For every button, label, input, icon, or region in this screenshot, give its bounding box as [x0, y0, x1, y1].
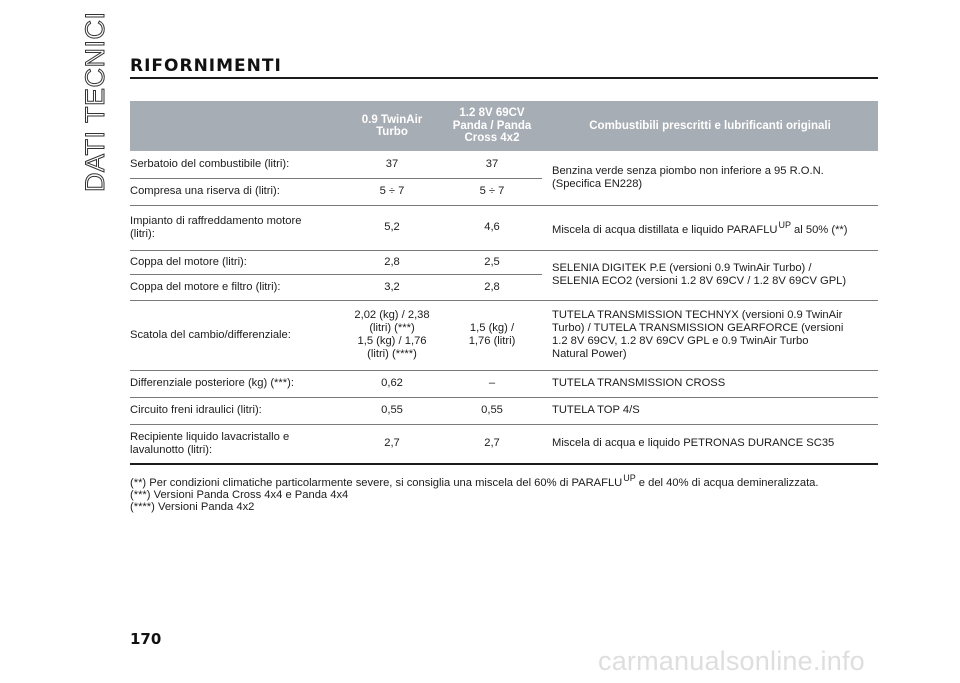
- footnote-1-text: (**) Per condizioni climatiche particolarmente severe, si consiglia una miscela del 60% di PARAFLU: [130, 477, 623, 489]
- coolant-ratio: al 50% (**): [794, 223, 848, 236]
- fluid-fuel: Benzina verde senza piombo non inferiore a 95 R.O.N. (Specifica EN228): [542, 151, 878, 205]
- footnote-1-tail: e del 40% di acqua demineralizzata.: [638, 477, 819, 489]
- value-twinair: 5,2: [342, 205, 442, 250]
- coolant-text: Miscela di acqua distillata e liquido PARAFLU: [552, 223, 778, 236]
- footnote-3: (****) Versioni Panda 4x2: [130, 501, 255, 513]
- value-69cv: 2,7: [442, 424, 542, 464]
- table-row: [130, 151, 878, 178]
- row-label: Differenziale posteriore (kg) (***):: [130, 370, 342, 397]
- fluid-gearbox: TUTELA TRANSMISSION TECHNYX (versioni 0.9 TwinAir Turbo) / TUTELA TRANSMISSION GEARFORCE (versioni 1.2 8V 69CV, 1.2 8V 69CV GPL e 0.9 TwinAir Turbo Natural Power): [542, 300, 878, 370]
- value-twinair: 5 ÷ 7: [342, 178, 442, 205]
- fluid-rear-diff: TUTELA TRANSMISSION CROSS: [542, 370, 878, 397]
- value-twinair: 3,2: [342, 274, 442, 300]
- footnote-1: [130, 472, 880, 489]
- watermark: carmanualsonline.info: [598, 646, 865, 676]
- value-69cv: 5 ÷ 7: [442, 178, 542, 205]
- row-label: Serbatoio del combustibile (litri):: [130, 151, 342, 178]
- value-twinair: 37: [342, 151, 442, 178]
- value-twinair: 2,02 (kg) / 2,38 (litri) (***) 1,5 (kg) / 1,76 (litri) (****): [342, 300, 442, 370]
- page-title: RIFORNIMENTI: [130, 56, 282, 76]
- table-row: [130, 397, 878, 424]
- section-side-label-text: DATI TECNICI: [80, 11, 110, 192]
- header-empty: [130, 101, 342, 151]
- header-fluids: Combustibili prescritti e lubrificanti originali: [542, 101, 878, 151]
- header-twinair: 0.9 TwinAir Turbo: [342, 101, 442, 151]
- row-label: Scatola del cambio/differenziale:: [130, 300, 342, 370]
- value-69cv: –: [442, 370, 542, 397]
- value-69cv: 1,5 (kg) / 1,76 (litri): [442, 300, 542, 370]
- value-twinair: 0,55: [342, 397, 442, 424]
- value-69cv: 0,55: [442, 397, 542, 424]
- table-row: [130, 250, 878, 274]
- table-row: [130, 205, 878, 250]
- footnote-1-sup: UP: [623, 473, 636, 483]
- row-label: Impianto di raffreddamento motore (litri):: [130, 205, 342, 250]
- table-header-row: [130, 101, 878, 151]
- value-twinair: 2,8: [342, 250, 442, 274]
- value-twinair: 2,7: [342, 424, 442, 464]
- value-69cv: 2,8: [442, 274, 542, 300]
- table-row: [130, 300, 878, 370]
- page-number: 170: [130, 630, 162, 648]
- value-69cv: 2,5: [442, 250, 542, 274]
- footnote-2: (***) Versioni Panda Cross 4x4 e Panda 4x4: [130, 489, 349, 501]
- row-label: Circuito freni idraulici (litri):: [130, 397, 342, 424]
- title-rule: [130, 77, 878, 79]
- fluid-washer: Miscela di acqua e liquido PETRONAS DURANCE SC35: [542, 424, 878, 464]
- row-label: Recipiente liquido lavacristallo e lavalunotto (litri):: [130, 424, 342, 464]
- fluid-brakes: TUTELA TOP 4/S: [542, 397, 878, 424]
- refuelling-table: [130, 101, 878, 465]
- value-twinair: 0,62: [342, 370, 442, 397]
- row-label: Coppa del motore e filtro (litri):: [130, 274, 342, 300]
- table-row: [130, 424, 878, 464]
- header-69cv: 1.2 8V 69CV Panda / Panda Cross 4x2: [442, 101, 542, 151]
- value-69cv: 37: [442, 151, 542, 178]
- footnotes: [130, 472, 880, 513]
- fluid-coolant: [542, 205, 878, 250]
- coolant-sup: UP: [778, 219, 792, 230]
- row-label: Coppa del motore (litri):: [130, 250, 342, 274]
- table-row: [130, 370, 878, 397]
- value-69cv: 4,6: [442, 205, 542, 250]
- fluid-engine-oil: SELENIA DIGITEK P.E (versioni 0.9 TwinAir Turbo) / SELENIA ECO2 (versioni 1.2 8V 69CV / 1.2 8V 69CV GPL): [542, 250, 878, 300]
- row-label: Compresa una riserva di (litri):: [130, 178, 342, 205]
